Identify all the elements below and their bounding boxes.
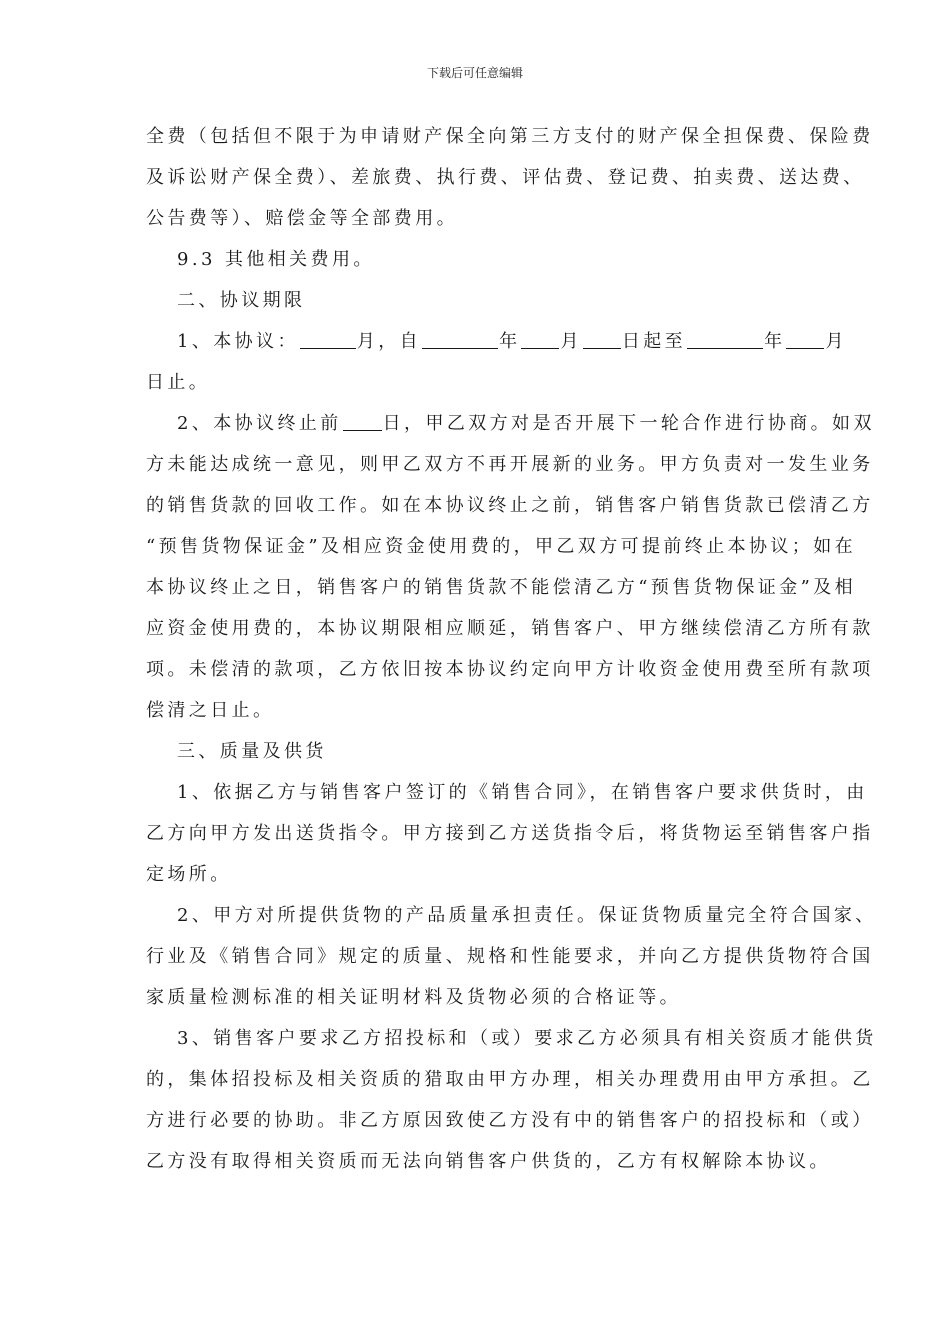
text-fragment: 2、本协议终止前 (177, 413, 342, 434)
blank-start-year[interactable] (422, 328, 498, 349)
paragraph-line: 及诉讼财产保全费）、差旅费、执行费、评估费、登记费、拍卖费、送达费、 (146, 167, 865, 188)
paragraph-line: 的销售货款的回收工作。如在本协议终止之前，销售客户销售货款已偿清乙方 (146, 495, 874, 516)
paragraph-line: 公告费等）、赔偿金等全部费用。 (146, 208, 458, 229)
blank-start-month[interactable] (521, 328, 559, 349)
paragraph-line: 全费（包括但不限于为申请财产保全向第三方支付的财产保全担保费、保险费 (146, 126, 874, 147)
paragraph-line: 方进行必要的协助。非乙方原因致使乙方没有中的销售客户的招投标和（或） (146, 1110, 874, 1131)
text-fragment: 月 (560, 331, 582, 352)
blank-days[interactable] (343, 410, 382, 431)
paragraph-line: 家质量检测标准的相关证明材料及货物必须的合格证等。 (146, 987, 681, 1008)
blank-months[interactable] (300, 328, 356, 349)
text-fragment: 月，自 (356, 331, 422, 352)
paragraph-line: 本协议终止之日，销售客户的销售货款不能偿清乙方“预售货物保证金”及相 (146, 577, 857, 598)
text-fragment: 月 (825, 331, 847, 352)
paragraph-line: 应资金使用费的，本协议期限相应顺延，销售客户、甲方继续偿清乙方所有款 (146, 618, 874, 639)
document-body (146, 116, 877, 1182)
paragraph-line: 定场所。 (146, 864, 232, 885)
clause-9-3: 9.3 其他相关费用。 (177, 249, 375, 270)
paragraph-line: 方未能达成统一意见，则甲乙双方不再开展新的业务。甲方负责对一发生业务 (146, 454, 874, 475)
blank-end-year[interactable] (687, 328, 763, 349)
paragraph-line: 日止。 (146, 372, 211, 393)
text-fragment: 日起至 (621, 331, 687, 352)
blank-start-day[interactable] (583, 328, 621, 349)
text-fragment: 1、本协议： (177, 331, 299, 352)
page-header: 下载后可任意编辑 (426, 66, 523, 80)
paragraph-line: 1、依据乙方与销售客户签订的《销售合同》，在销售客户要求供货时，由 (177, 782, 868, 803)
paragraph-line: 2、甲方对所提供货物的产品质量承担责任。保证货物质量完全符合国家、 (177, 905, 877, 926)
paragraph-line: 乙方向甲方发出送货指令。甲方接到乙方送货指令后，将货物运至销售客户指 (146, 823, 874, 844)
paragraph-line: 的，集体招投标及相关资质的猎取由甲方办理，相关办理费用由甲方承担。乙 (146, 1069, 874, 1090)
paragraph-line: “预售货物保证金”及相应资金使用费的，甲乙双方可提前终止本协议；如在 (146, 536, 857, 557)
section-heading-quality-supply: 三、质量及供货 (177, 741, 327, 762)
paragraph-line: 偿清之日止。 (146, 700, 275, 721)
term-clause-2-line (146, 403, 875, 444)
paragraph-line: 3、销售客户要求乙方招投标和（或）要求乙方必须具有相关资质才能供货 (177, 1028, 877, 1049)
term-clause-1-line (146, 321, 847, 362)
text-fragment: 年 (764, 331, 786, 352)
text-fragment: 日，甲乙双方对是否开展下一轮合作进行协商。如双 (382, 413, 875, 434)
paragraph-line: 乙方没有取得相关资质而无法向销售客户供货的，乙方有权解除本协议。 (146, 1151, 831, 1172)
text-fragment: 年 (499, 331, 521, 352)
paragraph-line: 项。未偿清的款项，乙方依旧按本协议约定向甲方计收资金使用费至所有款项 (146, 659, 874, 680)
blank-end-month[interactable] (786, 328, 824, 349)
section-heading-agreement-term: 二、协议期限 (177, 290, 306, 311)
paragraph-line: 行业及《销售合同》规定的质量、规格和性能要求，并向乙方提供货物符合国 (146, 946, 874, 967)
